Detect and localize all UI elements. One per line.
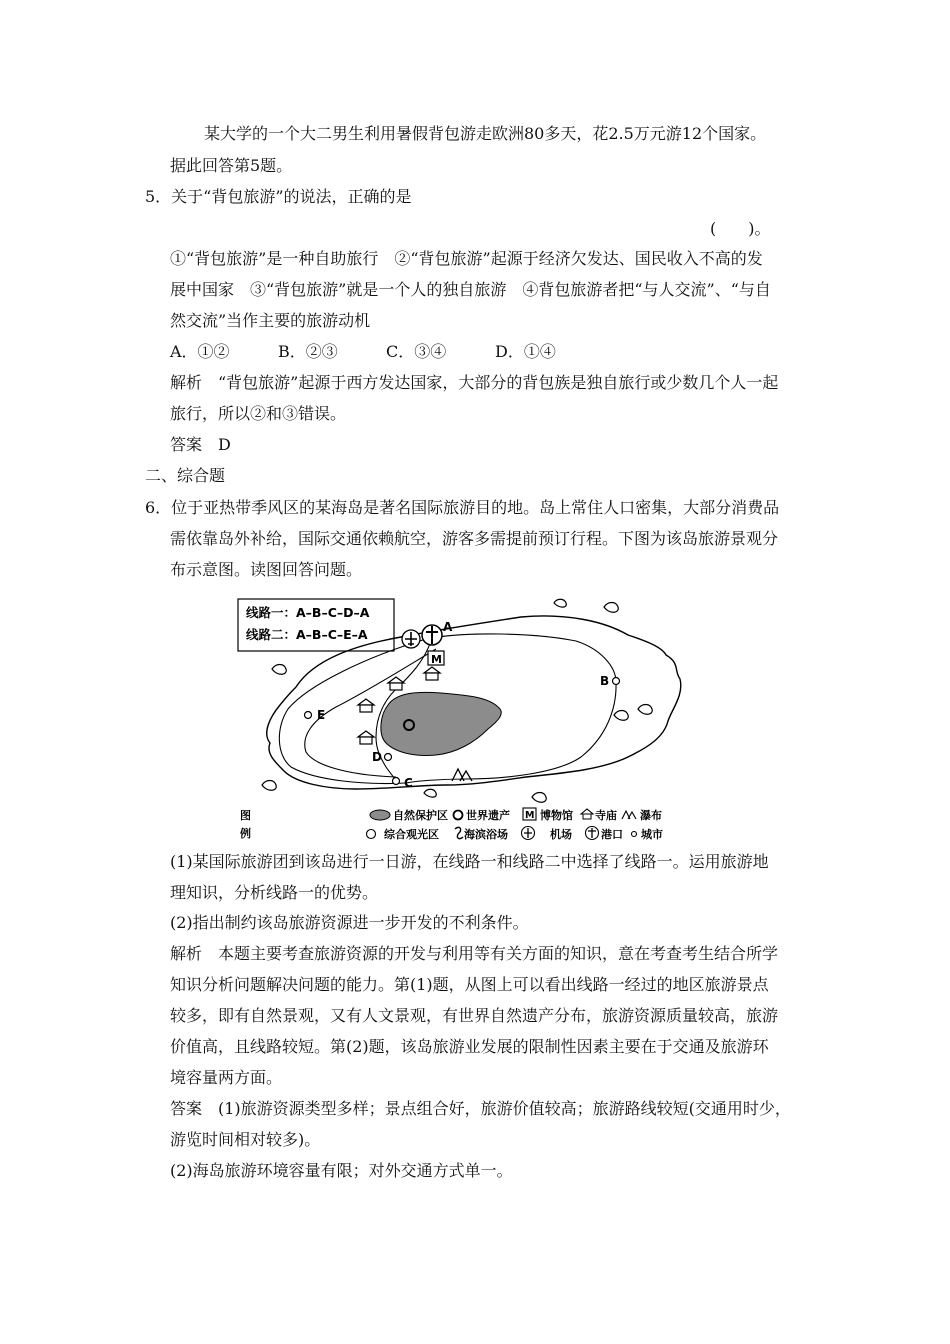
q6-analysis-line: 较多，即有自然景观，又有人文景观，有世界自然遗产分布，旅游资源质量较高，旅游 [170, 1006, 779, 1025]
legend-title: 例 [240, 827, 251, 840]
scenic-area-icon [367, 830, 376, 839]
islet [272, 665, 286, 675]
temple-icon [581, 809, 593, 819]
point-b-label: B [600, 674, 610, 688]
legend-label: 世界遗产 [466, 809, 510, 822]
airport-icon [402, 630, 420, 648]
beach-icon [455, 827, 463, 838]
port-icon [422, 625, 442, 645]
islet [604, 603, 618, 613]
temple-icon [358, 699, 374, 712]
world-heritage-icon [454, 811, 463, 820]
airport-icon [522, 827, 535, 840]
point-b-marker [613, 678, 620, 685]
q6-sub2: (2)指出制约该岛旅游资源进一步开发的不利条件。 [170, 913, 529, 932]
legend-label: 城市 [641, 828, 663, 841]
museum-mark: M [525, 810, 535, 821]
intro-line-2: 据此回答第5题。 [170, 156, 293, 175]
q5-option-a: A．①② [170, 342, 230, 361]
q5-answer: 答案 D [170, 435, 231, 454]
q6-analysis-line: 解析 本题主要考查旅游资源的开发与利用等有关方面的知识，意在考查考生结合所学 [170, 944, 779, 963]
q5-bracket: ( )。 [710, 219, 771, 238]
route-2-label: 线路二：A–B–C–E–A [246, 627, 368, 642]
route-1-label: 线路一：A–B–C–D–A [246, 605, 370, 620]
section-title: 二、综合题 [145, 466, 226, 485]
map-legend [240, 808, 663, 841]
q6-analysis-line: 境容量两方面。 [170, 1068, 283, 1087]
q5-analysis-line: 旅行，所以②和③错误。 [170, 404, 347, 423]
q5-statement-line: 展中国家 ③“背包旅游”就是一个人的独自旅游 ④背包旅游者把“与人交流”、“与自 [170, 280, 771, 299]
islet [638, 705, 652, 715]
island-tourism-map [236, 597, 690, 843]
nature-reserve [381, 692, 501, 755]
q5-statement-line: ①“背包旅游”是一种自助旅行 ②“背包旅游”起源于经济欠发达、国民收入不高的发 [170, 249, 763, 268]
q6-sub1-line: (1)某国际旅游团到该岛进行一日游，在线路一和线路二中选择了线路一。运用旅游地 [170, 852, 769, 871]
intro-line-1: 某大学的一个大二男生利用暑假背包游走欧洲80多天，花2.5万元游12个国家。 [204, 124, 767, 143]
q6-stem-line: 需依靠岛外补给，国际交通依赖航空，游客多需提前预订行程。下图为该岛旅游景观分 [170, 529, 779, 548]
q5-analysis-line: 解析 “背包旅游”起源于西方发达国家，大部分的背包族是独自旅行或少数几个人一起 [170, 373, 779, 392]
city-icon [632, 832, 637, 837]
temple-icon [358, 731, 374, 744]
point-d-label: D [372, 750, 382, 764]
q6-stem-line: 布示意图。读图回答问题。 [170, 560, 363, 579]
islet [262, 781, 276, 791]
legend-label: 博物馆 [540, 809, 573, 822]
islet [424, 789, 436, 797]
legend-label: 寺庙 [595, 809, 617, 822]
legend-label: 瀑布 [640, 809, 662, 822]
q6-stem-line: 6．位于亚热带季风区的某海岛是著名国际旅游目的地。岛上常住人口密集，大部分消费品 [145, 498, 780, 517]
nature-reserve-icon [370, 810, 390, 820]
q6-answer-line: (2)海岛旅游环境容量有限；对外交通方式单一。 [170, 1161, 513, 1180]
q5-option-d: D．①④ [495, 342, 556, 361]
museum-mark: M [431, 653, 442, 666]
q6-analysis-line: 价值高，且线路较短。第(2)题，该岛旅游业发展的限制性因素主要在于交通及旅游环 [170, 1037, 769, 1056]
port-icon [586, 827, 599, 840]
q6-answer-line: 答案 (1)旅游资源类型多样；景点组合好，旅游价值较高；旅游路线较短(交通用时少， [170, 1099, 791, 1118]
point-d-marker [385, 754, 392, 761]
legend-label: 综合观光区 [384, 828, 439, 841]
q6-sub1-line: 理知识，分析线路一的优势。 [170, 883, 379, 902]
islet [614, 711, 628, 721]
legend-label: 自然保护区 [393, 809, 448, 822]
q6-analysis-line: 知识分析问题解决问题的能力。第(1)题，从图上可以看出线路一经过的地区旅游景点 [170, 975, 769, 994]
legend-title: 图 [240, 809, 251, 822]
legend-label: 机场 [550, 828, 572, 841]
q5-option-c: C．③④ [386, 342, 447, 361]
point-c-marker [393, 778, 400, 785]
temple-icon [388, 677, 404, 690]
q6-answer-line: 游览时间相对较多)。 [170, 1130, 321, 1149]
q5-option-b: B．②③ [278, 342, 338, 361]
point-e-label: E [317, 708, 326, 722]
q5-statement-line: 然交流”当作主要的旅游动机 [170, 311, 371, 330]
legend-label: 海滨浴场 [464, 828, 508, 841]
temple-icon [424, 667, 440, 680]
legend-label: 港口 [601, 828, 623, 841]
point-a-label: A [443, 620, 453, 634]
islet [554, 599, 566, 607]
point-c-label: C [404, 776, 413, 790]
q5-stem: 5．关于“背包旅游”的说法，正确的是 [145, 187, 412, 206]
point-e-marker [305, 712, 312, 719]
islet [532, 793, 546, 803]
waterfall-icon [622, 811, 636, 819]
